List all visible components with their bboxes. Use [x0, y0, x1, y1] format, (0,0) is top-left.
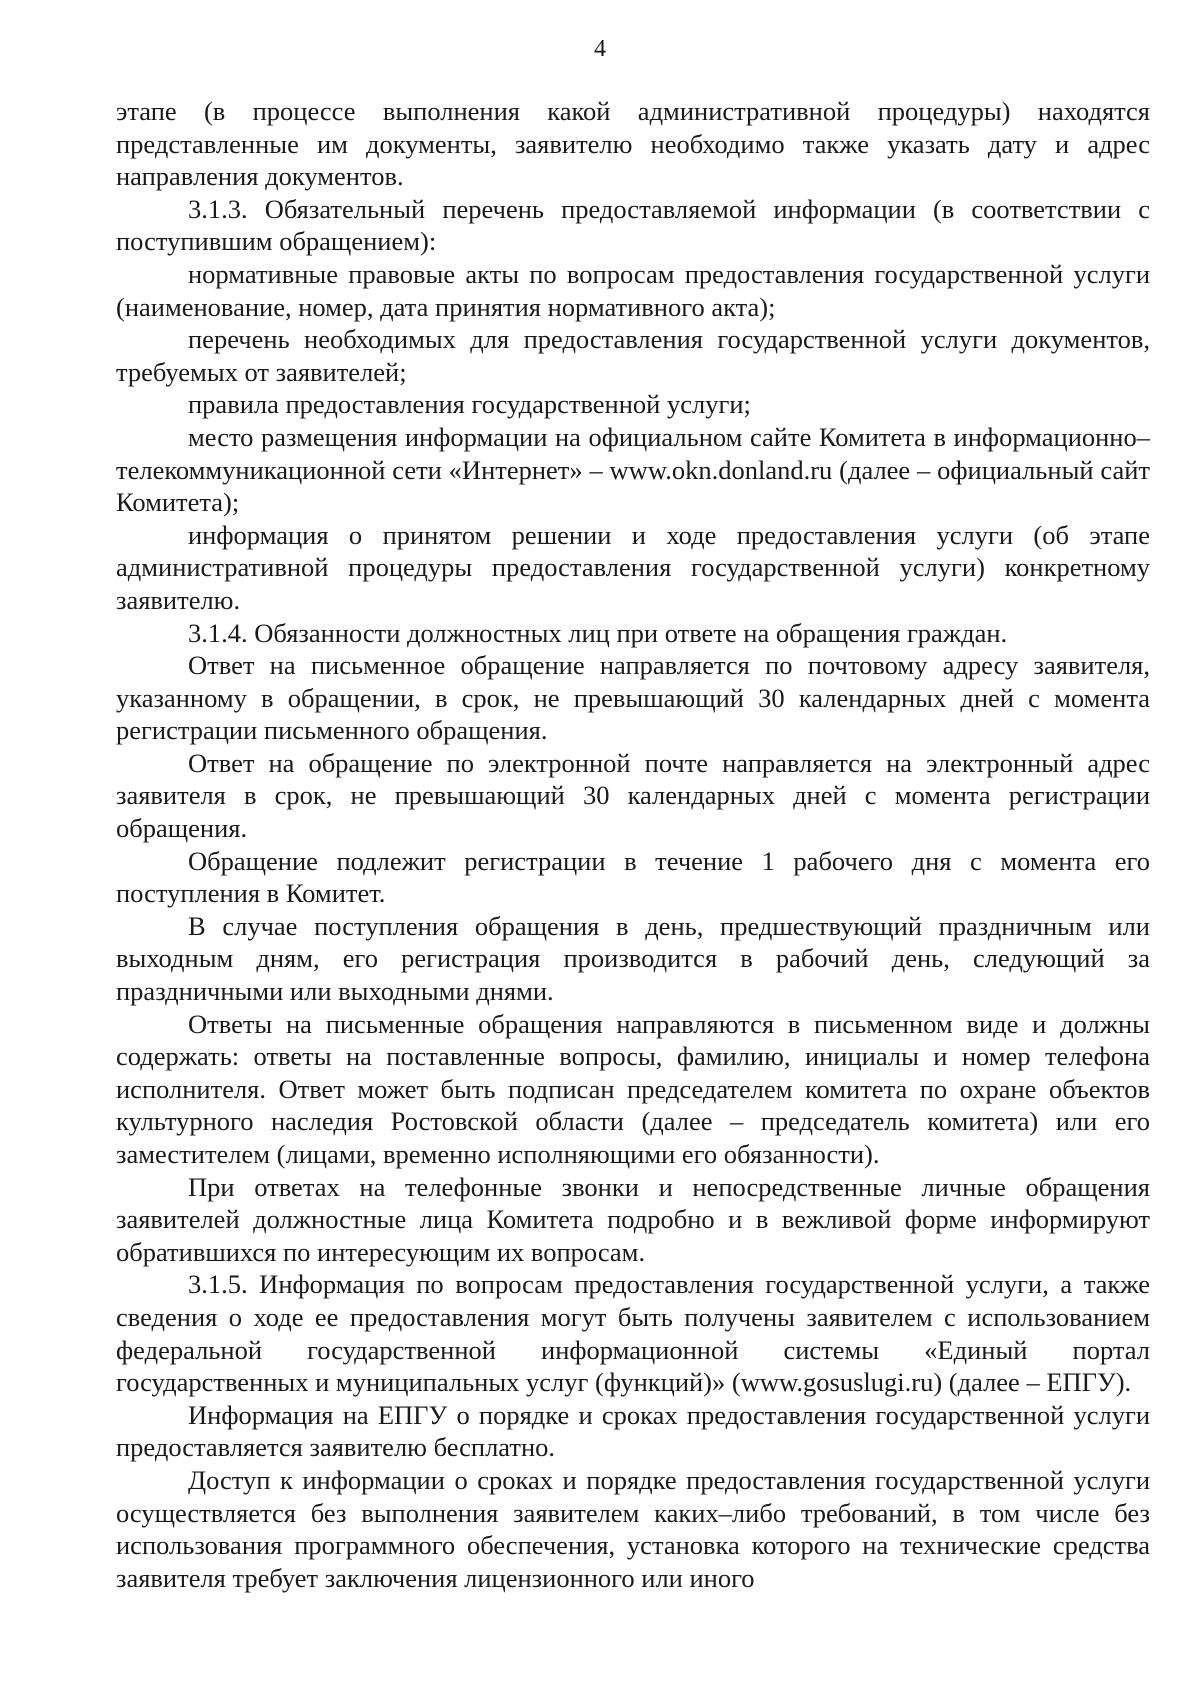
paragraph-3-1-5: 3.1.5. Информация по вопросам предоставления государственной услуги, а также сведения о ходе ее предоставления могут быть получены заявителем с использованием федеральной государственной информационной системы «Единый портал государственных и муниципальных услуг (функций)» (www.gosuslugi.ru) (далее – ЕПГУ). — [116, 1269, 1150, 1398]
paragraph-list-item: информация о принятом решении и ходе предоставления услуги (об этапе административной процедуры предоставления государственной услуги) конкретному заявителю. — [116, 519, 1150, 615]
paragraph-list-item: нормативные правовые акты по вопросам предоставления государственной услуги (наименование, номер, дата принятия нормативного акта); — [116, 258, 1150, 322]
paragraph: Информация на ЕПГУ о порядке и сроках предоставления государственной услуги предоставляется заявителю бесплатно. — [116, 1399, 1150, 1463]
paragraph: Обращение подлежит регистрации в течение 1 рабочего дня с момента его поступления в Комитет. — [116, 845, 1150, 909]
paragraph: При ответах на телефонные звонки и непосредственные личные обращения заявителей должностные лица Комитета подробно и в вежливой форме информируют обратившихся по интересующим их вопросам. — [116, 1171, 1150, 1267]
paragraph: В случае поступления обращения в день, предшествующий праздничным или выходным дням, его регистрация производится в рабочий день, следующий за праздничными или выходными днями. — [116, 910, 1150, 1007]
paragraph: Ответ на обращение по электронной почте направляется на электронный адрес заявителя в срок, не превышающий 30 календарных дней с момента регистрации обращения. — [116, 747, 1150, 844]
document-body — [116, 95, 1150, 1594]
paragraph-list-item: правила предоставления государственной услуги; — [188, 389, 751, 420]
paragraph-3-1-4: 3.1.4. Обязанности должностных лиц при ответе на обращения граждан. — [188, 617, 1008, 648]
paragraph-3-1-3: 3.1.3. Обязательный перечень предоставляемой информации (в соответствии с поступившим обращением): — [116, 193, 1150, 257]
paragraph-list-item: перечень необходимых для предоставления государственной услуги документов, требуемых от заявителей; — [116, 324, 1150, 387]
paragraph: Ответы на письменные обращения направляются в письменном виде и должны содержать: ответы на поставленные вопросы, фамилию, инициалы и номер телефона исполнителя. Ответ может быть подписан председателем комитета по охране объектов культурного наследия Ростовской области (далее – председатель комитета) или его заместителем (лицами, временно исполняющими его обязанности). — [116, 1008, 1150, 1169]
paragraph-continued: этапе (в процессе выполнения какой административной процедуры) находятся представленные им документы, заявителю необходимо также указать дату и адрес направления документов. — [116, 96, 1150, 192]
page-number: 4 — [594, 36, 606, 62]
paragraph: Доступ к информации о сроках и порядке предоставления государственной услуги осуществляется без выполнения заявителем каких–либо требований, в том числе без использования программного обеспечения, установка которого на технические средства заявителя требует заключения лицензионного или иного — [116, 1464, 1150, 1593]
paragraph-list-item: место размещения информации на официальном сайте Комитета в информационно–телекоммуникационной сети «Интернет» – www.okn.donland.ru (далее – официальный сайт Комитета); — [116, 421, 1150, 518]
paragraph: Ответ на письменное обращение направляется по почтовому адресу заявителя, указанному в обращении, в срок, не превышающий 30 календарных дней с момента регистрации письменного обращения. — [116, 650, 1150, 746]
